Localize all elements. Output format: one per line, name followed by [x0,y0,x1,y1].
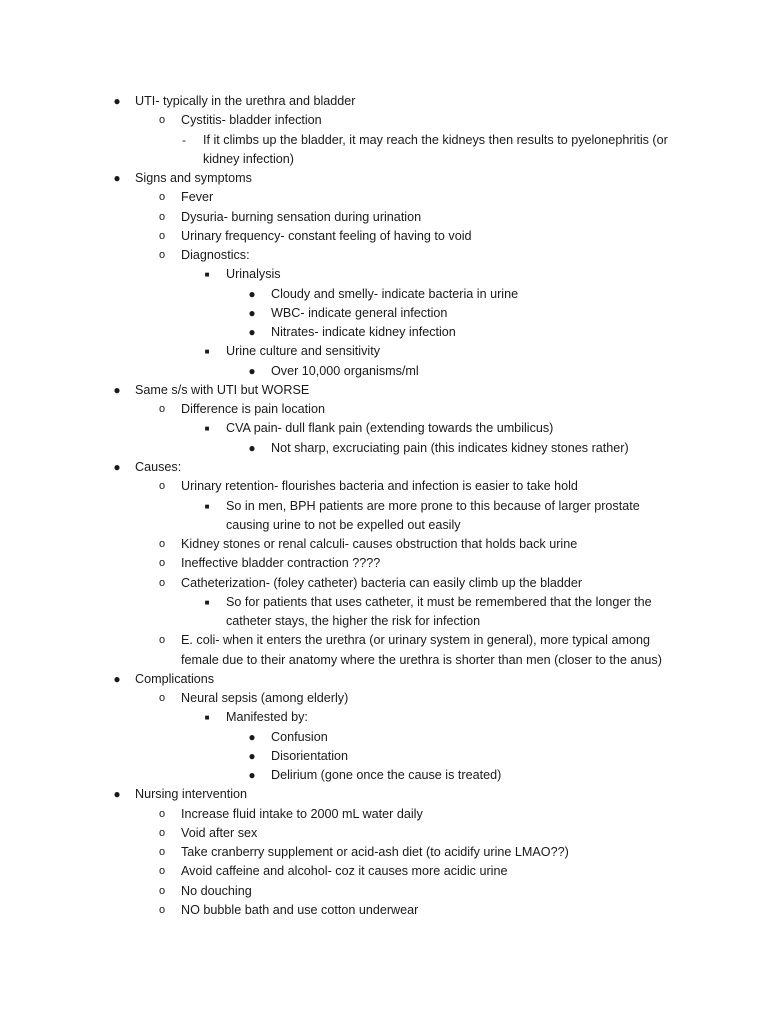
hollow-circle-bullet-icon: o [158,846,166,859]
outline-line [0,901,768,920]
outline-item-text: So in men, BPH patients are more prone to this because of larger prostate [226,498,640,513]
outline-item-text: Cystitis- bladder infection [181,113,322,128]
outline-line [0,323,768,342]
outline-item-text: Complications [135,671,215,686]
bullet-icon: ● [113,171,121,185]
outline-line [0,419,768,438]
outline-line [0,766,768,785]
outline-item-text: Ineffective bladder contraction ???? [181,556,381,571]
bullet-icon: ● [248,325,256,340]
outline-item-text: Cloudy and smelly- indicate bacteria in urine [271,286,519,301]
outline-item-text: Not sharp, excruciating pain (this indicates kidney stones rather) [271,440,629,455]
bullet-icon: ● [113,459,121,474]
bullet-icon: ● [248,768,256,783]
square-bullet-icon: ■ [204,713,210,723]
bullet-icon: ● [248,286,256,301]
outline-line [0,708,768,727]
outline-item-text: Disorientation [271,748,349,763]
outline-item-text: CVA pain- dull flank pain (extending towards the umbilicus) [226,421,554,436]
outline-line [0,169,768,188]
square-bullet-icon: ■ [204,597,210,607]
outline-item-text: Kidney stones or renal calculi- causes obstruction that holds back urine [181,537,578,551]
outline-line [0,477,768,496]
outline-item-text: Confusion [271,729,328,744]
outline-line [0,111,768,130]
hollow-circle-bullet-icon: o [158,249,166,262]
hollow-circle-bullet-icon: o [158,634,166,647]
outline-item-text: causing urine to not be expelled out easily [226,517,461,532]
outline-item-text: female due to their anatomy where the urethra is shorter than men (closer to the anus) [181,652,662,667]
outline-line [0,227,768,246]
bullet-icon: ● [113,787,121,802]
square-bullet-icon: ■ [204,347,210,357]
hollow-circle-bullet-icon: o [158,826,166,839]
outline-item-text: Manifested by: [226,710,308,725]
hollow-circle-bullet-icon: o [158,210,166,223]
outline-line [0,304,768,323]
hollow-circle-bullet-icon: o [158,229,166,242]
hollow-circle-bullet-icon: o [158,884,166,897]
outline-line [0,862,768,881]
outline-line [0,612,768,631]
outline-line [0,651,768,670]
outline-line [0,882,768,901]
outline-line [0,362,768,381]
bullet-icon: ● [248,440,256,455]
outline-line [0,747,768,766]
outline-item-text: Delirium (gone once the cause is treated) [271,768,502,783]
outline-item-text: Void after sex [181,825,258,840]
outline-item-text: Neural sepsis (among elderly) [181,691,349,706]
bullet-icon: ● [113,382,121,397]
outline-item-text: Take cranberry supplement or acid-ash diet (to acidify urine LMAO??) [181,845,569,860]
outline-line [0,381,768,400]
outline-line [0,574,768,593]
square-bullet-icon: ■ [204,270,210,280]
outline-item-text: Causes: [135,459,182,474]
outline-line [0,554,768,573]
outline-item-text: kidney infection) [203,151,295,166]
hollow-circle-bullet-icon: o [158,807,166,820]
hollow-circle-bullet-icon: o [158,480,166,493]
hollow-circle-bullet-icon: o [158,191,166,204]
outline-line [0,285,768,304]
outline-line [0,535,768,554]
outline-item-text: Nitrates- indicate kidney infection [271,325,456,340]
outline-item-text: Urinalysis [226,267,281,282]
bullet-icon: ● [248,305,256,320]
outline-item-text: catheter stays, the higher the risk for infection [226,614,481,628]
outline-line [0,150,768,169]
outline-line [0,131,768,150]
outline-line [0,785,768,804]
hollow-circle-bullet-icon: o [158,903,166,916]
bullet-icon: ● [113,671,121,686]
outline-line [0,342,768,361]
hollow-circle-bullet-icon: o [158,403,166,416]
outline-line [0,439,768,458]
hollow-circle-bullet-icon: o [158,865,166,878]
outline-item-text: No douching [181,883,252,898]
outline-item-text: Avoid caffeine and alcohol- coz it causes more acidic urine [181,864,508,879]
outline-line [0,265,768,284]
outline-item-text: Urine culture and sensitivity [226,344,380,359]
outline-item-text: Over 10,000 organisms/ml [271,363,419,378]
hollow-circle-bullet-icon: o [158,576,166,589]
outline-item-text: Catheterization- (foley catheter) bacteria can easily climb up the bladder [181,575,583,590]
bullet-icon: ● [248,729,256,744]
outline-line [0,843,768,862]
outline-item-text: WBC- indicate general infection [271,305,448,320]
outline-item-text: Difference is pain location [181,402,325,417]
outline-item-text: So for patients that uses catheter, it must be remembered that the longer the [226,594,652,609]
dash-bullet-icon: - [182,132,186,147]
outline-item-text: Dysuria- burning sensation during urination [181,209,422,224]
bullet-icon: ● [248,363,256,378]
outline-line [0,246,768,265]
outline-item-text: Same s/s with UTI but WORSE [135,382,310,397]
outline-line [0,593,768,612]
outline-line [0,208,768,227]
outline-item-text: NO bubble bath and use cotton underwear [181,902,419,917]
hollow-circle-bullet-icon: o [158,557,166,570]
square-bullet-icon: ■ [204,501,210,511]
outline-line [0,631,768,650]
outline-item-text: E. coli- when it enters the urethra (or urinary system in general), more typical among [181,633,650,648]
hollow-circle-bullet-icon: o [158,114,166,127]
outline-line [0,92,768,111]
outline-line [0,458,768,477]
outline-line [0,728,768,747]
outline-item-text: Urinary frequency- constant feeling of having to void [181,228,472,243]
outline-line [0,670,768,689]
outline-item-text: Fever [181,190,214,205]
outline-line [0,824,768,843]
outline-item-text: Diagnostics: [181,248,250,263]
outline-item-text: If it climbs up the bladder, it may reach the kidneys then results to pyelonephritis (or [203,132,668,147]
square-bullet-icon: ■ [204,424,210,434]
hollow-circle-bullet-icon: o [158,692,166,705]
outline-line [0,497,768,516]
outline-item-text: Urinary retention- flourishes bacteria and infection is easier to take hold [181,479,578,494]
outline-item-text: Nursing intervention [135,787,248,802]
outline-item-text: UTI- typically in the urethra and bladder [135,94,356,108]
outline-item-text: Increase fluid intake to 2000 mL water daily [181,806,423,821]
hollow-circle-bullet-icon: o [158,538,166,550]
bullet-icon: ● [248,748,256,763]
outline-line [0,188,768,207]
outline-line [0,516,768,535]
outline-line [0,400,768,419]
bullet-icon: ● [113,94,121,108]
outline-line [0,805,768,824]
outline-line [0,689,768,708]
outline-item-text: Signs and symptoms [135,171,252,185]
